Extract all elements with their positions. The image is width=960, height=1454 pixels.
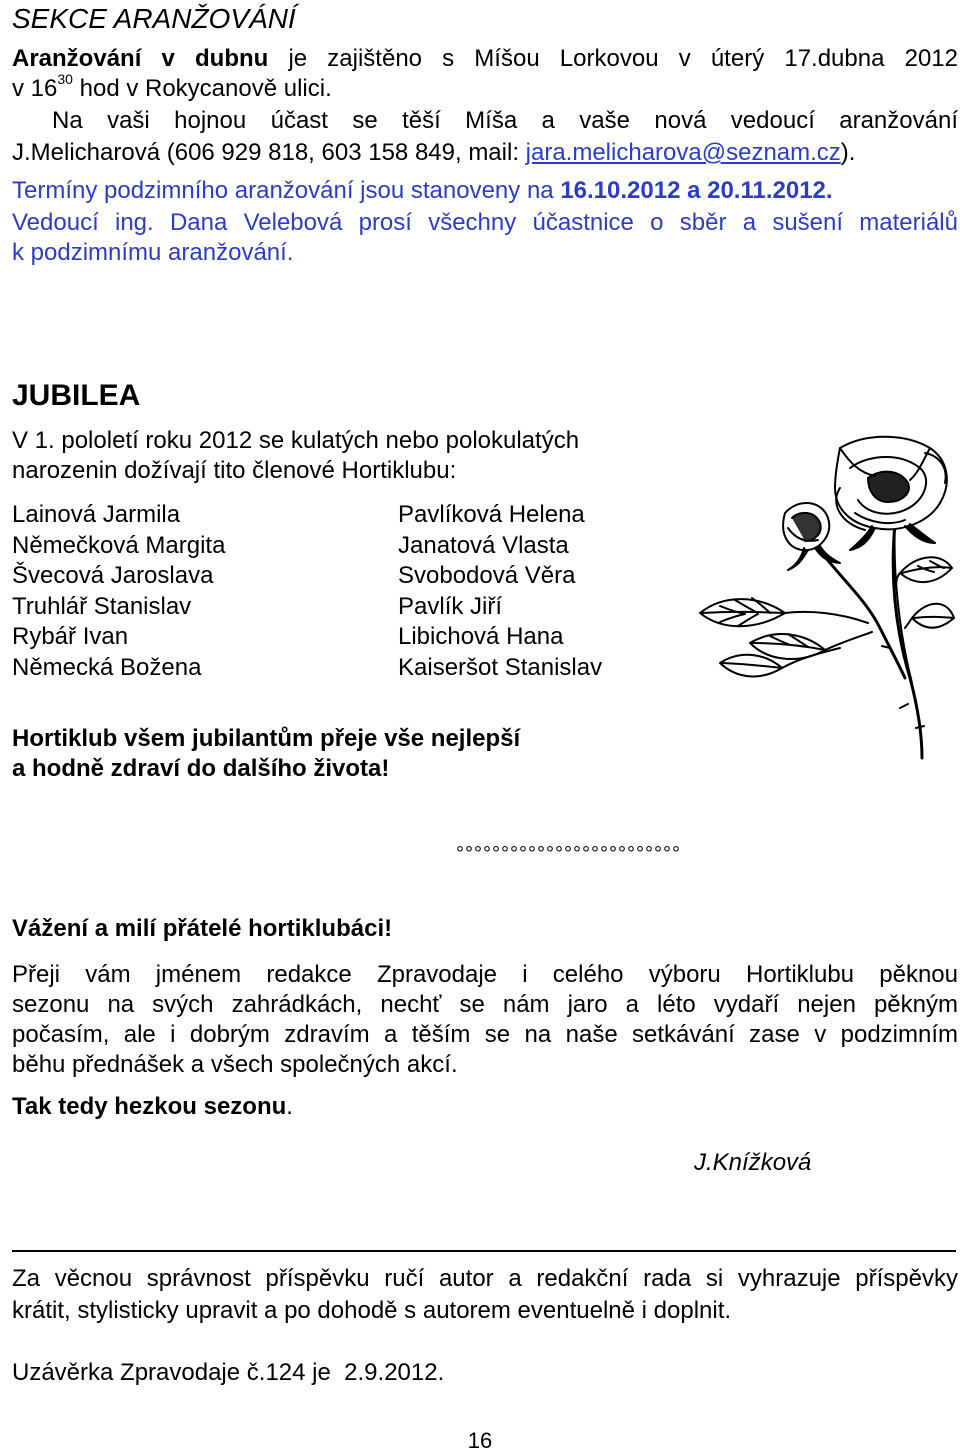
aranzovani-invite-line-2	[12, 138, 855, 168]
decorative-separator: °°°°°°°°°°°°°°°°°°°°°°°°°	[456, 843, 681, 865]
letter-greeting: Vážení a milí přátelé hortiklubáci!	[12, 915, 393, 942]
list-item: Pavlíková Helena	[398, 501, 585, 528]
jubilea-intro-line-2: narozenin dožívají tito členové Hortiklubu:	[12, 457, 457, 484]
aranzovani-paragraph-line-1	[12, 44, 958, 74]
contact-text-end: ).	[840, 139, 856, 166]
page-number: 16	[467, 1428, 493, 1453]
letter-line-4: běhu přednášek a všech společných akcí.	[12, 1051, 458, 1078]
autumn-dates-value: 16.10.2012 a 20.11.2012.	[560, 177, 833, 204]
jubilea-intro-line-1: V 1. pololetí roku 2012 se kulatých nebo polokulatých	[12, 427, 580, 454]
jubilants-list-left	[12, 500, 225, 684]
list-item: Německá Božena	[12, 653, 202, 681]
aranzovani-text: je zajištěno s Míšou Lorkovou v úterý 17.dubna 2012	[268, 45, 958, 72]
disclaimer-line-1: Za věcnou správnost příspěvku ručí autor a redakční rada si vyhrazuje příspěvky	[12, 1265, 958, 1292]
aranzovani-time-hour: v 16	[12, 75, 58, 102]
section-heading-jubilea: JUBILEA	[12, 379, 141, 412]
letter-line-1: Přeji vám jménem redakce Zpravodaje i celého výboru Hortiklubu pěknou	[12, 961, 958, 988]
jubilea-wish-line-2: a hodně zdraví do dalšího života!	[12, 755, 390, 782]
footer-divider	[12, 1250, 956, 1252]
aranzovani-location: hod v Rokycanově ulici.	[72, 75, 332, 102]
signature: J.Knížková	[694, 1149, 812, 1176]
contact-text: J.Melicharová (606 929 818, 603 158 849, mail:	[12, 139, 526, 166]
list-item: Truhlář Stanislav	[12, 592, 192, 620]
list-item: Lainová Jarmila	[12, 501, 181, 528]
letter-line-2: sezonu na svých zahrádkách, nechť se nám jaro a léto vydaří nejen pěkným	[12, 991, 958, 1018]
aranzovani-invite-line-1: Na vaši hojnou účast se těší Míša a vaše nová vedoucí aranžování	[52, 107, 958, 134]
letter-line-3: počasím, ale i dobrým zdravím a těším se na naše setkávání zase v podzimním	[12, 1021, 958, 1048]
closing-dot: .	[286, 1093, 293, 1120]
list-item: Pavlík Jiří	[398, 592, 503, 620]
deadline: Uzávěrka Zpravodaje č.124 je 2.9.2012.	[12, 1359, 445, 1386]
letter-closing	[12, 1092, 293, 1122]
list-item: Kaiseršot Stanislav	[398, 653, 603, 681]
list-item: Švecová Jaroslava	[12, 562, 214, 590]
aranzovani-bold-lead: Aranžování v dubnu	[12, 45, 269, 72]
autumn-dates-text: Termíny podzimního aranžování jsou stanoveny na	[12, 177, 561, 204]
list-item: Rybář Ivan	[12, 623, 129, 651]
section-heading-aranzovani: SEKCE ARANŽOVÁNÍ	[12, 3, 296, 34]
email-link[interactable]: jara.melicharova@seznam.cz	[525, 139, 841, 166]
list-item: Libichová Hana	[398, 623, 564, 651]
list-item: Němečková Margita	[12, 531, 226, 559]
autumn-dates-line	[12, 176, 833, 206]
jubilea-wish-line-1: Hortiklub všem jubilantům přeje vše nejlepší	[12, 725, 521, 752]
autumn-leader-line: Vedoucí ing. Dana Velebová prosí všechny účastnice o sběr a sušení materiálů	[12, 209, 958, 236]
autumn-leader-line-2: k podzimnímu aranžování.	[12, 239, 294, 266]
list-item: Svobodová Věra	[398, 562, 576, 590]
aranzovani-paragraph-line-2	[12, 71, 332, 104]
aranzovani-time-minutes: 30	[57, 71, 73, 87]
list-item: Janatová Vlasta	[398, 531, 569, 559]
closing-text: Tak tedy hezkou sezonu	[12, 1093, 287, 1120]
jubilants-list-right	[398, 500, 602, 684]
disclaimer-line-2: krátit, stylisticky upravit a po dohodě s autorem eventuelně i doplnit.	[12, 1297, 732, 1324]
rose-drawing	[690, 428, 956, 760]
